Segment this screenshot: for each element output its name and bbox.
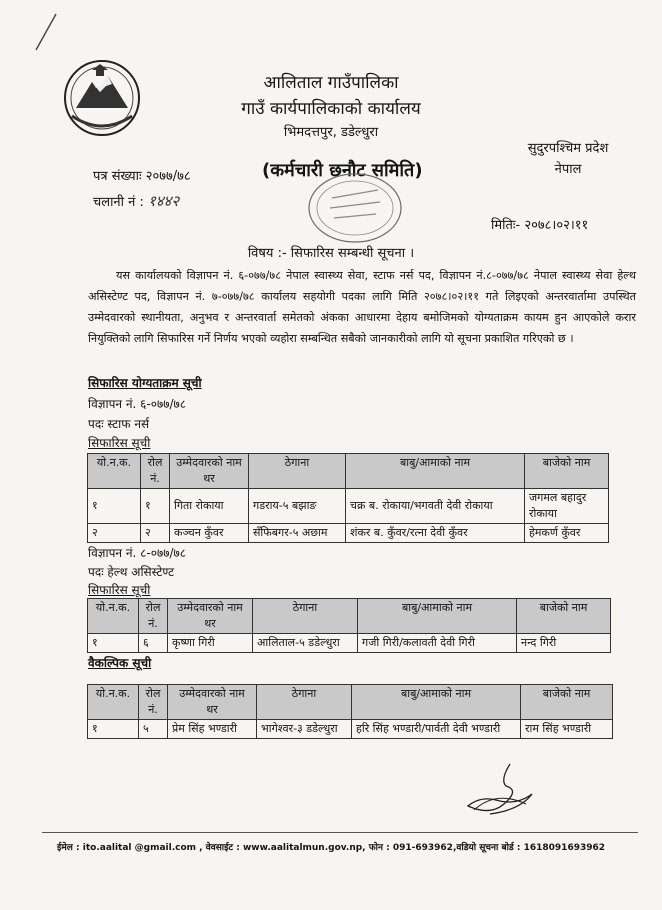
- cell-parents: गजी गिरी/कलावती देवी गिरी: [358, 634, 517, 653]
- cell-roll: ५: [139, 720, 168, 739]
- cell-grandfather: नन्द गिरी: [517, 634, 611, 653]
- cell-grandfather: हेमकर्ण कुँवर: [525, 524, 609, 543]
- dispatch-label: चलानी नं :: [93, 195, 144, 210]
- col-parents: बाबु/आमाको नाम: [352, 685, 521, 720]
- office-stamp-icon: [300, 168, 410, 248]
- footer-contact: ईमेल : ito.aalital @gmail.com , वेवसाईट : www.aalitalmun.gov.np, फोन : 091-693962,वडियो सूचना बोर्ड : 1618091693962: [56, 843, 606, 853]
- cell-parents: चक्र ब. रोकाया/भगवती देवी रोकाया: [346, 489, 525, 524]
- cell-name: कृष्णा गिरी: [168, 634, 253, 653]
- col-name: उम्मेदवारको नाम थर: [168, 685, 257, 720]
- signature-icon: [460, 760, 540, 820]
- col-name: उम्मेदवारको नाम थर: [170, 454, 249, 489]
- col-grandfather: बाजेको नाम: [517, 599, 611, 634]
- col-roll: रोल नं.: [139, 599, 168, 634]
- cell-roll: १: [141, 489, 170, 524]
- dispatch-value: १४४२: [148, 192, 180, 210]
- col-address: ठेगाना: [253, 599, 358, 634]
- staff-nurse-table: [87, 453, 609, 543]
- cell-grandfather: राम सिंह भण्डारी: [521, 720, 613, 739]
- cell-serial: १: [88, 720, 139, 739]
- col-serial: यो.न.क.: [88, 599, 139, 634]
- col-serial: यो.न.क.: [88, 454, 141, 489]
- section1-post: पदः स्टाफ नर्स: [88, 417, 150, 431]
- table-row: [88, 634, 611, 653]
- table-header-row: [88, 685, 613, 720]
- letter-number: पत्र संख्याः २०७७/७८: [93, 169, 191, 184]
- cell-serial: २: [88, 524, 141, 543]
- cell-name: प्रेम सिंह भण्डारी: [168, 720, 257, 739]
- subject-line: विषय :- सिफारिस सम्बन्धी सूचना ।: [247, 246, 415, 261]
- footer-divider: [42, 832, 638, 833]
- alternative-table: [87, 684, 613, 739]
- cell-parents: हरि सिंह भण्डारी/पार्वती देवी भण्डारी: [352, 720, 521, 739]
- cell-address: गडराय-५ बझाङ: [249, 489, 346, 524]
- col-name: उम्मेदवारको नाम थर: [168, 599, 253, 634]
- section2-ad-number: विज्ञापन नं. ८-०७७/७८: [88, 546, 186, 560]
- committee-title: (कर्मचारी छनौट समिति): [262, 160, 423, 181]
- col-grandfather: बाजेको नाम: [525, 454, 609, 489]
- col-roll: रोल नं.: [141, 454, 170, 489]
- table-row: [88, 720, 613, 739]
- col-parents: बाबु/आमाको नाम: [346, 454, 525, 489]
- cell-parents: शंकर ब. कुँवर/रत्ना देवी कुँवर: [346, 524, 525, 543]
- dispatch-number: [93, 191, 179, 211]
- cell-address: भागेश्वर-३ डडेल्धुरा: [257, 720, 352, 739]
- notice-date: मितिः- २०७८।०२।११: [491, 218, 589, 233]
- municipality-name: आलिताल गाउँपालिका: [263, 73, 399, 93]
- col-roll: रोल नं.: [139, 685, 168, 720]
- cell-roll: २: [141, 524, 170, 543]
- province-name: सुदुरपश्चिम प्रदेश: [527, 141, 609, 156]
- table-header-row: [88, 599, 611, 634]
- cell-serial: १: [88, 489, 141, 524]
- cell-roll: ६: [139, 634, 168, 653]
- col-address: ठेगाना: [257, 685, 352, 720]
- col-serial: यो.न.क.: [88, 685, 139, 720]
- table-row: [88, 489, 609, 524]
- office-address: भिमदत्तपुर, डडेल्धुरा: [283, 125, 379, 140]
- pen-stroke-mark: [30, 12, 60, 52]
- col-grandfather: बाजेको नाम: [521, 685, 613, 720]
- section1-list-title: सिफारिस सूची: [88, 436, 151, 450]
- notice-body: यस कार्यालयको विज्ञापन नं. ६-०७७/७८ नेपाल स्वास्थ्य सेवा, स्टाफ नर्स पद, विज्ञापन नं.८-०७७/७८ नेपाल स्वास्थ्य सेवा हेल्थ असिस्टेण्ट पद, विज्ञापन नं. ७-०७७/७८ कार्यालय सहयोगी पदका लागि मिति २०७८।०२।११ गते लिइएको अन्तरवार्तामा उपस्थित उम्मेदवारको स्थानीयता, अनुभव र अन्तरवार्ता समेतको अंकका आधारमा देहाय बमोजिमको योग्यताक्रम कायम हुन आएकोले करार नियुक्तिको लागि सिफारिस गर्ने निर्णय भएको व्यहोरा सम्बन्धित सबैको जानकारीको लागि यो सूचना प्रकाशित गरिएको छ ।: [88, 269, 636, 345]
- office-name: गाउँ कार्यपालिकाको कार्यालय: [241, 99, 421, 119]
- section2-list-title: सिफारिस सूची: [88, 583, 151, 597]
- table-header-row: [88, 454, 609, 489]
- health-assistant-table: [87, 598, 611, 653]
- cell-name: गिता रोकाया: [170, 489, 249, 524]
- cell-address: आलिताल-५ डडेल्धुरा: [253, 634, 358, 653]
- province-block: [508, 138, 628, 180]
- col-parents: बाबु/आमाको नाम: [358, 599, 517, 634]
- cell-name: कञ्चन कुँवर: [170, 524, 249, 543]
- merit-list-title: सिफारिस योग्यताक्रम सूची: [88, 376, 202, 390]
- cell-address: सँफिबगर-५ अछाम: [249, 524, 346, 543]
- col-address: ठेगाना: [249, 454, 346, 489]
- cell-serial: १: [88, 634, 139, 653]
- section2-post: पदः हेल्थ असिस्टेण्ट: [88, 565, 175, 579]
- country-name: नेपाल: [554, 162, 582, 177]
- table-row: [88, 524, 609, 543]
- cell-grandfather: जगमल बहादुर रोकाया: [525, 489, 609, 524]
- section1-ad-number: विज्ञापन नं. ६-०७७/७८: [88, 397, 186, 411]
- alternative-list-title: वैकल्पिक सूची: [88, 656, 152, 670]
